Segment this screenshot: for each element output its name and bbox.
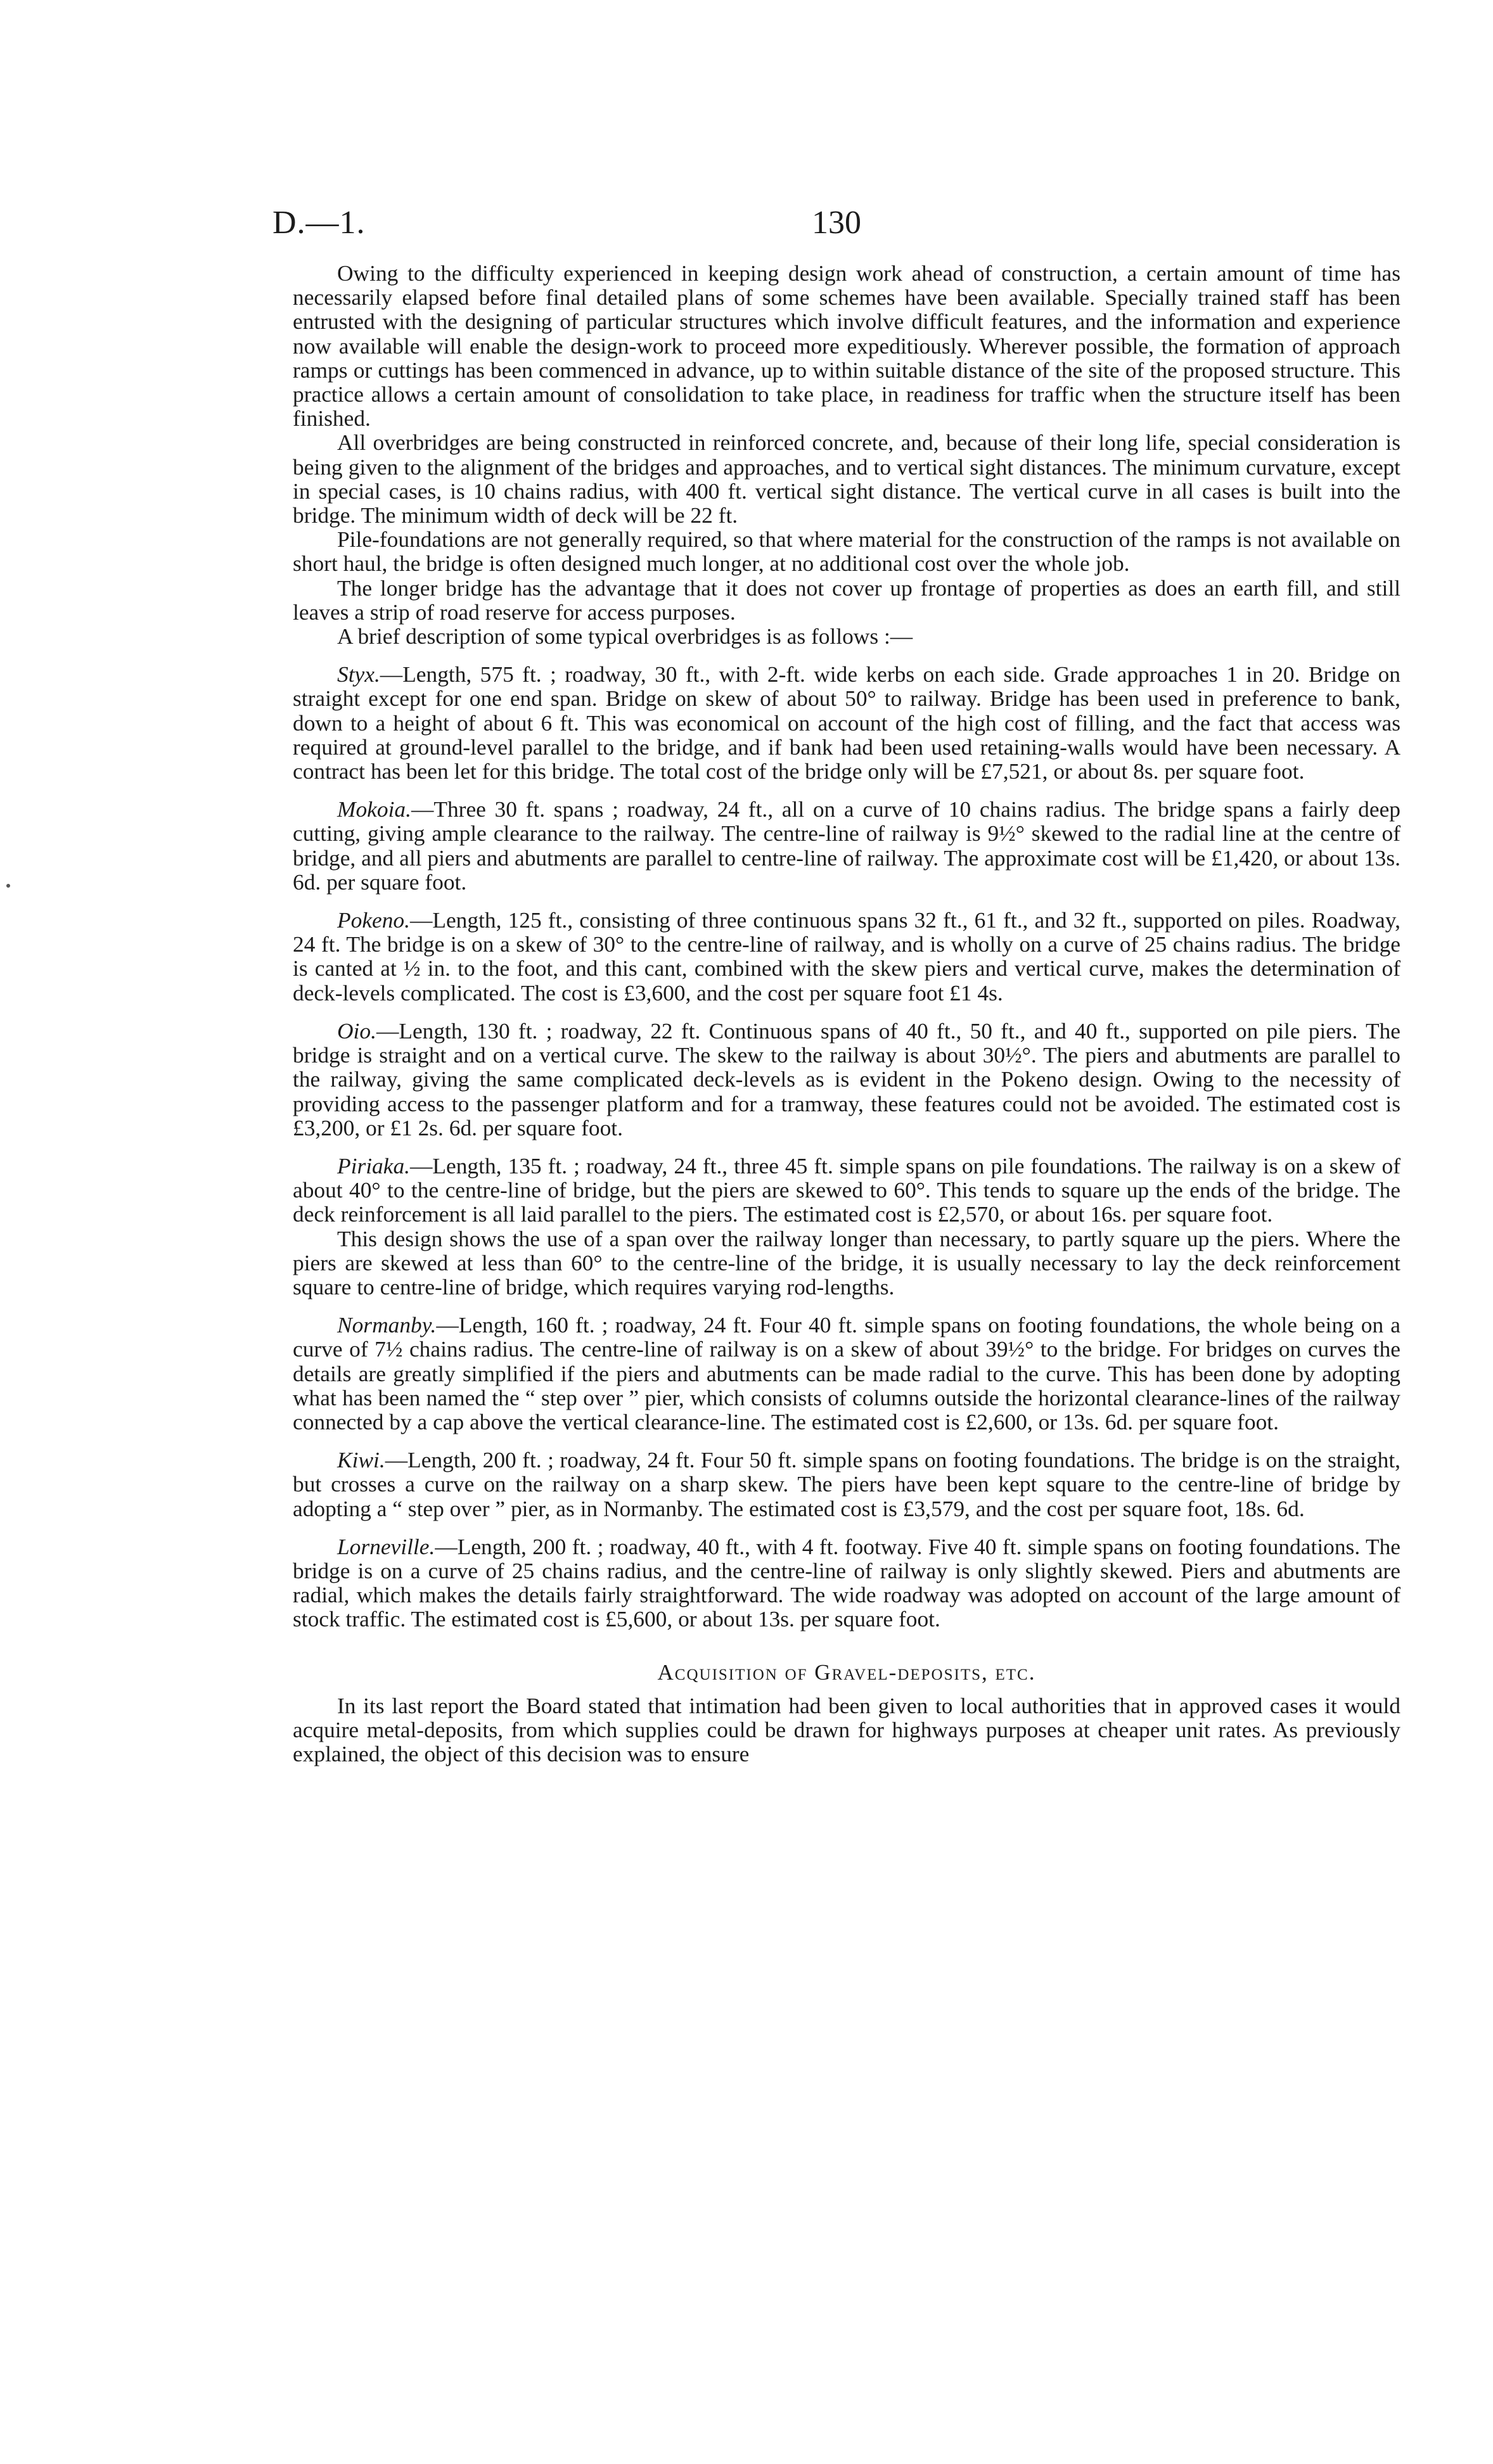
- bridge-entry-styx: [293, 662, 1400, 783]
- paragraph-gravel-deposits: In its last report the Board stated that intimation had been given to local authorities that in approved cases it would acquire metal-deposits, from which supplies could be drawn for highways purposes at cheaper unit rates. As previously explained, the object of this decision was to ensure: [293, 1692, 1400, 1767]
- bridge-name: Styx.: [337, 661, 380, 687]
- document-reference: D.—1.: [272, 205, 366, 241]
- paragraph-design-work: Owing to the difficulty experienced in keeping design work ahead of construction, a certain amount of time has necessarily elapsed before final detailed plans of some schemes have been available. Specially trained staff has been entrusted with the designing of particular structures which involve difficult features, and the information and experience now available will enable the design-work to proceed more expeditiously. Wherever possible, the formation of approach ramps or cuttings has been commenced in advance, up to within suitable distance of the site of the proposed structure. This practice allows a certain amount of consolidation to take place, in readiness for traffic when the structure itself has been finished.: [293, 260, 1400, 431]
- margin-mark: [6, 884, 10, 888]
- bridge-entry-lorneville: [293, 1535, 1400, 1631]
- bridge-entry-normanby: [293, 1313, 1400, 1434]
- bridge-name: Normanby.: [337, 1312, 437, 1338]
- paragraph-piriaka-followup: This design shows the use of a span over the railway longer than necessary, to partly square up the piers. Where the piers are skewed at less than 60° to the centre-line of the bridge, it is usually necessary to lay the deck reinforcement square to centre-line of bridge, which requires varying rod-lengths.: [293, 1225, 1400, 1299]
- bridge-description: —Three 30 ft. spans ; roadway, 24 ft., all on a curve of 10 chains radius. The bridge spans a fairly deep cutting, giving ample clearance to the railway. The centre-line of railway is 9½° skewed to the radial line at the centre of bridge, and all piers and abutments are parallel to centre-line of railway. The approximate cost will be £1,420, or about 13s. 6d. per square foot.: [293, 796, 1400, 895]
- bridge-entry-mokoia: [293, 797, 1400, 894]
- paragraph-longer-bridge: The longer bridge has the advantage that it does not cover up frontage of properties as does an earth fill, and still leaves a strip of road reserve for access purposes.: [293, 575, 1400, 625]
- paragraph-overbridges: All overbridges are being constructed in reinforced concrete, and, because of their long life, special consideration is being given to the alignment of the bridges and approaches, and to vertical sight distances. The minimum curvature, except in special cases, is 10 chains radius, with 400 ft. vertical sight distance. The vertical curve in all cases is built into the bridge. The minimum width of deck will be 22 ft.: [293, 430, 1400, 528]
- document-body: [293, 261, 1400, 1766]
- bridge-name: Oio.: [337, 1018, 376, 1044]
- bridge-entry-kiwi: [293, 1448, 1400, 1521]
- bridge-description: —Length, 200 ft. ; roadway, 24 ft. Four 50 ft. simple spans on footing foundations. The bridge is on the straight, but crosses a curve on the railway on a sharp skew. The piers have been kept square to the centre-line of bridge by adopting a “ step over ” pier, as in Normanby. The estimated cost is £3,579, and the cost per square foot, 18s. 6d.: [293, 1447, 1400, 1521]
- page-header: [272, 204, 1400, 248]
- bridge-description: —Length, 575 ft. ; roadway, 30 ft., with 2-ft. wide kerbs on each side. Grade approaches 1 in 20. Bridge on straight except for one end span. Bridge on skew of about 50° to railway. Bridge has been used in preference to bank, down to a height of about 6 ft. This was economical on account of the high cost of filling, and the fact that access was required at ground-level parallel to the bridge, and if bank had been used retaining-walls would have been necessary. A contract has been let for this bridge. The total cost of the bridge only will be £7,521, or about 8s. per square foot.: [293, 661, 1400, 784]
- paragraph-brief-description: A brief description of some typical overbridges is as follows :—: [337, 623, 913, 649]
- bridge-description: —Length, 130 ft. ; roadway, 22 ft. Continuous spans of 40 ft., 50 ft., and 40 ft., supported on pile piers. The bridge is straight and on a vertical curve. The skew to the railway is about 30½°. The piers and abutments are parallel to the railway, giving the same complicated deck-levels as is evident in the Pokeno design. Owing to the necessity of providing access to the passenger platform and for a tramway, these features could not be avoided. The estimated cost is £3,200, or £1 2s. 6d. per square foot.: [293, 1018, 1400, 1140]
- bridge-name: Lorneville.: [337, 1533, 435, 1559]
- bridge-entry-oio: [293, 1019, 1400, 1140]
- bridge-description: —Length, 135 ft. ; roadway, 24 ft., three 45 ft. simple spans on pile foundations. The railway is on a skew of about 40° to the centre-line of bridge, but the piers are skewed to 60°. This tends to square up the ends of the bridge. The deck reinforcement is all laid parallel to the piers. The estimated cost is £2,570, or about 16s. per square foot.: [293, 1152, 1400, 1227]
- page-number: 130: [812, 205, 861, 241]
- section-heading: Acquisition of Gravel-deposits, etc.: [657, 1659, 1036, 1685]
- bridge-name: Kiwi.: [337, 1447, 385, 1473]
- bridge-name: Piriaka.: [337, 1152, 411, 1178]
- paragraph-pile-foundations: Pile-foundations are not generally required, so that where material for the construction of the ramps is not available on short haul, the bridge is often designed much longer, at no additional cost over the whole job.: [293, 527, 1400, 577]
- bridge-name: Pokeno.: [337, 907, 410, 933]
- bridge-name: Mokoia.: [337, 796, 411, 822]
- bridge-description: —Length, 160 ft. ; roadway, 24 ft. Four 40 ft. simple spans on footing foundations, the whole being on a curve of 7½ chains radius. The centre-line of railway is on a skew of about 39½° to the bridge. For bridges on curves the details are greatly simplified if the piers and abutments can be made radial to the curve. This has been done by adopting what has been named the “ step over ” pier, which consists of columns outside the horizontal clearance-lines of the railway connected by a cap above the vertical clearance-line. The estimated cost is £2,600, or 13s. 6d. per square foot.: [293, 1312, 1400, 1434]
- bridge-description: —Length, 200 ft. ; roadway, 40 ft., with 4 ft. footway. Five 40 ft. simple spans on footing foundations. The bridge is on a curve of 25 chains radius, and the centre-line of railway is only slightly skewed. Piers and abutments are radial, which makes the details fairly straightforward. The wide roadway was adopted on account of the large amount of stock traffic. The estimated cost is £5,600, or about 13s. per square foot.: [293, 1533, 1400, 1632]
- bridge-entry-piriaka: [293, 1154, 1400, 1227]
- bridge-description: —Length, 125 ft., consisting of three continuous spans 32 ft., 61 ft., and 32 ft., supported on piles. Roadway, 24 ft. The bridge is on a skew of 30° to the centre-line of railway, and is wholly on a curve of 25 chains radius. The bridge is canted at ½ in. to the foot, and this cant, combined with the skew piers and vertical curve, makes the determination of deck-levels complicated. The cost is £3,600, and the cost per square foot £1 4s.: [293, 907, 1400, 1005]
- bridge-entry-pokeno: [293, 908, 1400, 1005]
